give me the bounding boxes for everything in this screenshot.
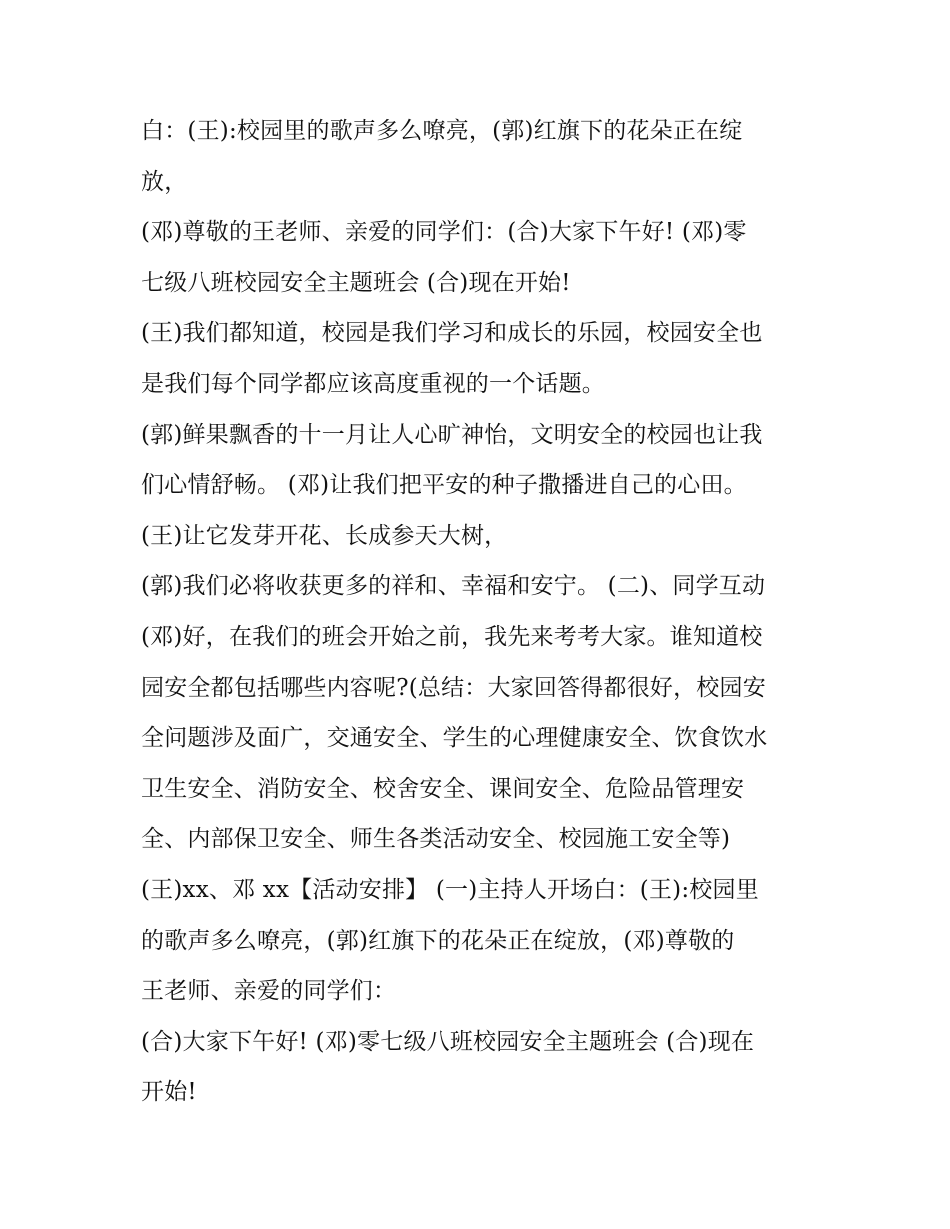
text-line-11: (邓)好，在我们的班会开始之前，我先来考考大家。谁知道校 [141,623,763,650]
text-line-5: (王)我们都知道，校园是我们学习和成长的乐园，校园安全也 [141,320,763,347]
text-line-19: (合)大家下午好! (邓)零七级八班校园安全主题班会 (合)现在 [141,1028,755,1055]
text-line-3: (邓)尊敬的王老师、亲爱的同学们：(合)大家下午好! (邓)零 [141,219,747,246]
text-line-2: 放， [141,168,188,195]
text-line-17: 的歌声多么嘹亮，(郭)红旗下的花朵正在绽放，(邓)尊敬的 [141,927,735,954]
text-line-16: (王)xx、邓 xx【活动安排】 (一)主持人开场白：(王):校园里 [141,876,759,903]
text-line-15: 全、内部保卫安全、师生各类活动安全、校园施工安全等) [141,826,731,853]
text-line-8: 们心情舒畅。 (邓)让我们把平安的种子撒播进自己的心田。 [141,472,747,499]
text-line-20: 开始! [141,1079,197,1106]
text-line-18: 王老师、亲爱的同学们： [141,978,397,1005]
text-line-1: 白：(王):校园里的歌声多么嘹亮，(郭)红旗下的花朵正在绽 [141,118,743,144]
text-line-7: (郭)鲜果飘香的十一月让人心旷神怡，文明安全的校园也让我 [141,421,763,448]
text-line-10: (郭)我们必将收获更多的祥和、幸福和安宁。 (二)、同学互动 [141,573,766,600]
text-line-12: 园安全都包括哪些内容呢?(总结：大家回答得都很好，校园安 [141,674,766,701]
text-line-14: 卫生安全、消防安全、校舍安全、课间安全、危险品管理安 [141,775,745,802]
text-line-6: 是我们每个同学都应该高度重视的一个话题。 [141,370,605,397]
text-line-4: 七级八班校园安全主题班会 (合)现在开始! [141,269,571,296]
text-line-13: 全问题涉及面广，交通安全、学生的心理健康安全、饮食饮水 [141,725,768,752]
document-body [141,106,821,1118]
text-line-9: (王)让它发芽开花、长成参天大树， [141,522,508,549]
